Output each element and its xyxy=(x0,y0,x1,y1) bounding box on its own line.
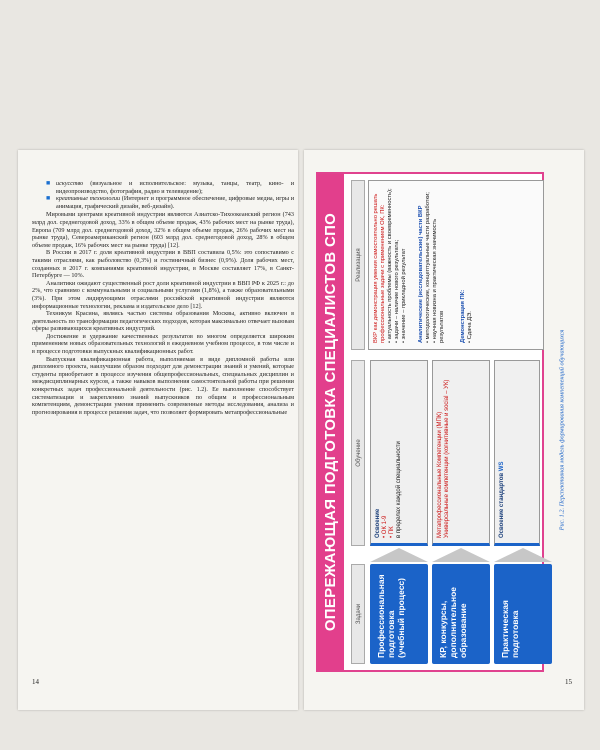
paragraph: В России в 2017 г. доля креативной индустрии в ВВП составила 0,5%: это сопоставимо с такими отраслями, как рыболовство (0,3%) и гостиничный бизнес (0,9%). Доля рабочих мест, созданных в 2017 г. компаниями креативной индустрии, в Москве составляет 17%, в Санкт-Петербурге — 10%. xyxy=(32,249,294,280)
paragraph: Аналитики ожидают существенный рост доли креативной индустрии в ВВП РФ к 2025 г.: до 2%, что сравнимо с коммунальными и социальными услугами (1,8%), а также образовательными (3%). При этом лидирующими отраслями российской креативной индустрии являются информационные технологии, реклама и издательское дело [12]. xyxy=(32,279,294,310)
paragraph: Выпускная квалификационная работа, выполняемая в виде дипломной работы или дипломного проекта, наилучшим образом подходит для демонстрации знаний и умений, которые студенты приобретают в процессе изучения общепрофессиональных, специальных дисциплин и междисциплинарных курсов, а также навыков выполнения самостоятельной работы при решении конкретных задач профессиональной деятельности (рис. 1.2). Ее выполнение способствует систематизации и закреплению знаний выпускников по общим и профессиональным компетенциям, демонстрации умения применить современные методы исследования, анализа и прогнозирования в процессе решения задач, что позволяет формировать метапрофессиональные xyxy=(32,355,294,416)
header-realization: Реализация xyxy=(351,180,365,350)
bullet-text: (Интернет и программное обеспечение, цифровые медиа, игры и анимация, графический дизайн, веб-дизайн). xyxy=(56,195,295,210)
bullet-item xyxy=(46,194,295,210)
bullet-icon: ■ xyxy=(46,179,51,187)
learning-title: Освоение xyxy=(375,508,381,538)
bullet-term: креативные технологии xyxy=(56,195,121,203)
paragraph: Достижение и удержание качественных результатов во многом определяется широким применением новых образовательных технологий в ежедневном учебном процессе, в том числе и в процессе подготовки выпускных квалификационных работ. xyxy=(32,332,294,356)
left-text-column xyxy=(32,180,294,416)
competency-model-figure xyxy=(316,172,544,672)
learning-item: • ПК xyxy=(389,526,395,538)
book-spread xyxy=(18,150,584,710)
right-page xyxy=(304,150,584,710)
header-tasks: Задачи xyxy=(351,564,365,664)
figure-header-row xyxy=(348,180,366,664)
paragraph: Мировыми центрами креативной индустрии являются Азиатско-Тихоокеанский регион (743 млрд дол. среднегодовой доход, 33% в общем объеме продаж, 43% рабочих мест на рынке труда), Европа (709 млрд дол. среднегодовой доход, 32% в общем объеме продаж, 26% рабочих мест на рынке труда), Североамериканский регион (603 млрд дол. среднегодовой доход, 28% в общем объеме продаж, 16% рабочих мест на рынке труда) [12]. xyxy=(32,211,294,249)
left-page xyxy=(18,150,298,710)
learning-box xyxy=(432,360,490,546)
ws-label: WS xyxy=(499,461,505,472)
page-number-right: 15 xyxy=(565,678,572,686)
realization-box xyxy=(368,180,544,350)
figure-title: ОПЕРЕЖАЮЩАЯ ПОДГОТОВКА СПЕЦИАЛИСТОВ СПО xyxy=(318,174,344,670)
learning-note: в пределах каждой специальности xyxy=(396,441,402,538)
bullet-icon: ■ xyxy=(46,194,51,203)
vkr-item: • задачи – наличие нового результата; xyxy=(394,239,400,343)
learning-title: Освоение стандартов xyxy=(499,472,505,538)
task-box: КР, конкурсы, дополнительное образование xyxy=(432,564,490,664)
figure-caption-text: Рис. 1.2. Перспективная модель формирования компетенций обучающихся xyxy=(558,329,566,531)
analytics-item: • научная новизна и практическая значимость результатов xyxy=(432,218,445,343)
bullet-term: искусство xyxy=(56,180,84,187)
learning-item: Универсальные компетенции (когнитивные и social – УК) xyxy=(444,379,450,538)
learning-box xyxy=(370,360,428,546)
page-number-left: 14 xyxy=(32,678,39,686)
task-box: Профессиональная подготовка (учебный процесс) xyxy=(370,564,428,664)
vkr-intro: ВКР как демонстрация умения самостоятельно решать профессиональные задачи с применением ОК, ПК: xyxy=(373,193,386,343)
analytics-item: • методологические, концептуальные части разработки; xyxy=(425,192,431,343)
analytics-title: Аналитические (исследовательские) части ВКР xyxy=(418,205,424,343)
task-box: Практическая подготовка xyxy=(494,564,552,664)
vkr-item: • значение – прикладной результат xyxy=(401,248,407,343)
header-learning: Обучение xyxy=(351,360,365,546)
learning-item: Метапрофессиональные Компетенции (МПК) xyxy=(437,411,443,538)
bullet-text: (визуальное и исполнительское: музыка, танцы, театр, кино- и видеопроизводство, фотография, радио и телевидение); xyxy=(56,180,295,195)
chevron-arrow-icon xyxy=(432,548,490,562)
learning-item: • ОК 1-9 xyxy=(382,515,388,538)
learning-box xyxy=(494,360,540,546)
figure-body xyxy=(348,180,536,664)
figure-container xyxy=(316,172,544,672)
bullet-list xyxy=(32,180,294,210)
demo-title: Демонстрация ПК: xyxy=(460,289,466,343)
demo-item: • Сдача ДЭ. xyxy=(467,311,473,343)
paragraph: Техникум Красина, являясь частью системы образования Москвы, активно включен в деятельность по трансформации педагогических подходов, которая максимально отвечает вызовам сферы развивающихся креативных индустрий. xyxy=(32,310,294,333)
bullet-item xyxy=(46,179,295,195)
vkr-item: • актуальность проблемы (важность и своевременность); xyxy=(387,188,393,343)
chevron-arrow-icon xyxy=(370,548,428,562)
chevron-arrow-icon xyxy=(494,548,552,562)
figure-caption xyxy=(556,230,568,630)
